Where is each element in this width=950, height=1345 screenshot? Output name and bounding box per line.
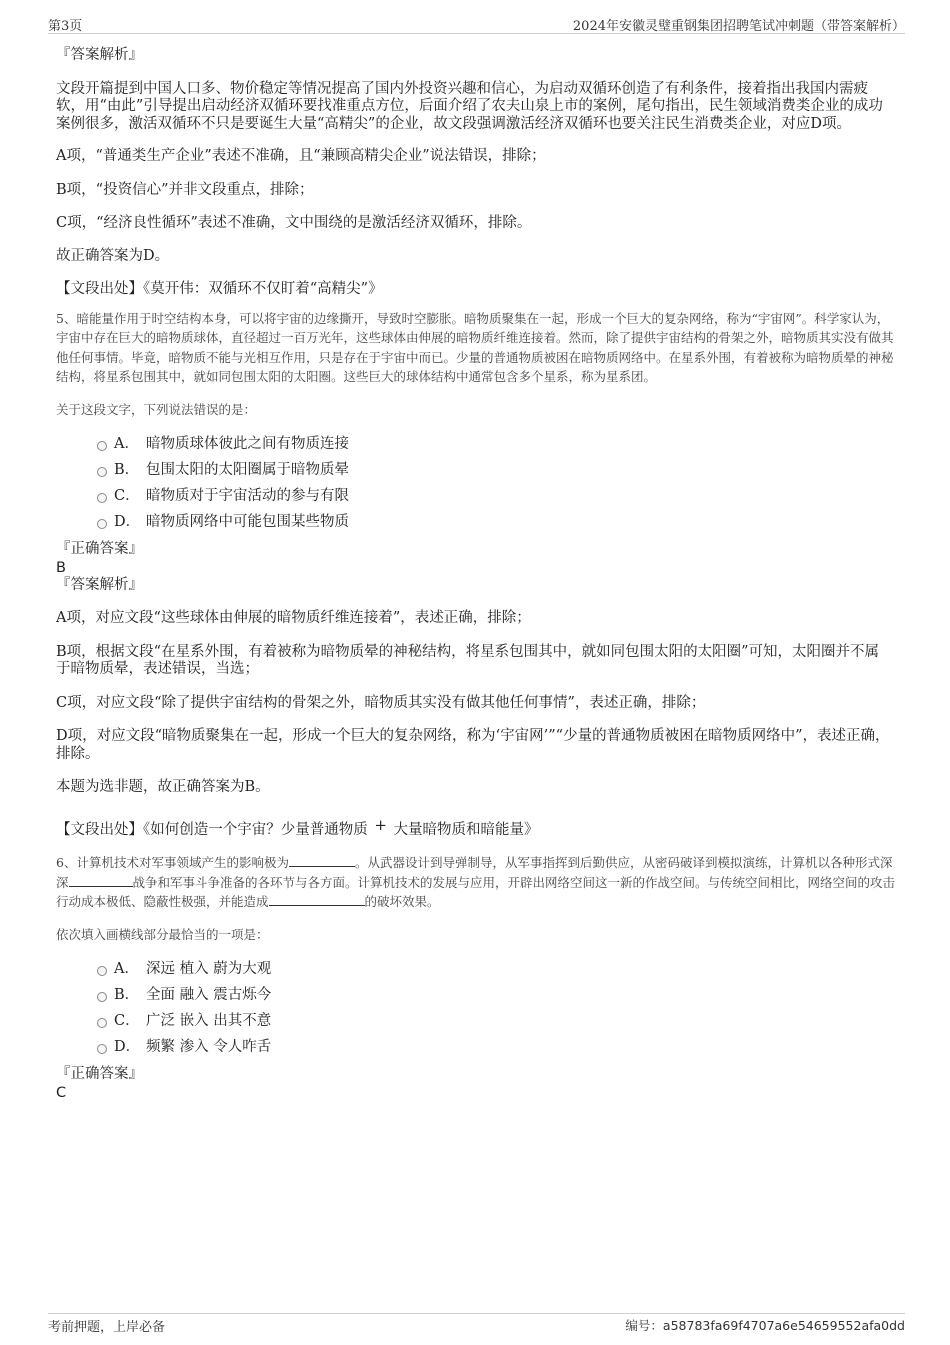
q5-stem: 5、暗能量作用于时空结构本身，可以将宇宙的边缘撕开，导致时空膨胀。暗物质聚集在一起，形成一个巨大的复杂网络，称为“宇宙网”。科学家认为，宇宙中存在巨大的暗物质球体，直径超过一百万光年，这些球体由伸展的暗物质纤维连接着。然而，除了提供宇宙结构的骨架之外，暗物质其实没有做其他任何事情。毕竟，暗物质不能与光相互作用，只是存在于宇宙中而已。少量的普通物质被困在暗物质网络中。在星系外围，有着被称为暗物质晕的神秘结构，将星系包围其中，就如同包围太阳的太阳圈。这些巨大的球体结构中通常包含多个星系，称为星系团。 [56, 310, 894, 384]
q6-answer: C [56, 1084, 67, 1101]
q5-answer: B [56, 559, 66, 576]
q5-analysis-label: 『答案解析』 [56, 576, 143, 593]
option-text: 广泛 嵌入 出其不意 [146, 1013, 272, 1029]
q6-option-a[interactable]: A． 深远 植入 蔚为大观 [56, 956, 898, 982]
page-header [48, 15, 905, 34]
radio-button[interactable] [97, 467, 107, 477]
q4-analysis-c: C项，“经济良性循环”表述不准确，文中围绕的是激活经济双循环，排除。 [56, 215, 532, 231]
page-footer [48, 1313, 905, 1335]
page-number: 第3页 [48, 19, 83, 34]
q6-option-d[interactable]: D． 频繁 渗入 令人咋舌 [56, 1034, 898, 1060]
q6-stem-part1: 6、计算机技术对军事领域产生的影响极为 [56, 855, 289, 870]
fill-blank-2 [69, 874, 133, 887]
q5-analysis-d: D项，对应文段“暗物质聚集在一起，形成一个巨大的复杂网络，称为‘宇宙网’”“少量的普通物质被困在暗物质网络中”，表述正确，排除。 [56, 728, 890, 762]
footer-slogan: 考前押题，上岸必备 [48, 1320, 166, 1335]
q5-option-c[interactable]: C． 暗物质对于宇宙活动的参与有限 [56, 483, 898, 509]
q6-question: 依次填入画横线部分最恰当的一项是： [56, 926, 269, 942]
radio-button[interactable] [97, 992, 107, 1002]
radio-button[interactable] [97, 441, 107, 451]
plus-sign: + [374, 815, 387, 834]
option-text: 暗物质网络中可能包围某些物质 [146, 514, 349, 530]
radio-button[interactable] [97, 1044, 107, 1054]
option-text: 频繁 渗入 令人咋舌 [146, 1039, 272, 1055]
option-text: 暗物质对于宇宙活动的参与有限 [146, 488, 349, 504]
q5-analysis-c: C项，对应文段“除了提供宇宙结构的骨架之外，暗物质其实没有做其他任何事情”，表述正确，排除； [56, 694, 706, 711]
q5-option-b[interactable]: B． 包围太阳的太阳圈属于暗物质晕 [56, 457, 898, 483]
q6-options [56, 956, 898, 1060]
document-title: 2024年安徽灵璧重钢集团招聘笔试冲刺题（带答案解析） [572, 19, 905, 34]
q4-analysis-b: B项，“投资信心”并非文段重点，排除； [56, 181, 314, 198]
q6-option-c[interactable]: C． 广泛 嵌入 出其不意 [56, 1008, 898, 1034]
radio-button[interactable] [97, 1018, 107, 1028]
option-text: 包围太阳的太阳圈属于暗物质晕 [146, 462, 349, 478]
option-text: 全面 融入 震古烁今 [146, 987, 272, 1003]
document-body [56, 46, 898, 1101]
q4-analysis-label: 『答案解析』 [56, 47, 143, 63]
fill-blank-1 [289, 854, 355, 867]
option-text: 暗物质球体彼此之间有物质连接 [146, 436, 349, 452]
q5-option-a[interactable]: A． 暗物质球体彼此之间有物质连接 [56, 431, 898, 457]
q5-option-d[interactable]: D． 暗物质网络中可能包围某些物质 [56, 509, 898, 535]
q6-option-b[interactable]: B． 全面 融入 震古烁今 [56, 982, 898, 1008]
q6-answer-label: 『正确答案』 [56, 1066, 143, 1082]
q6-stem-part2: 。从武器设计到导弹制导，从军事指挥到后勤供应，从密码破译到模拟演练，计算机以各种形式深深 [56, 855, 893, 890]
option-text: 深远 植入 蔚为大观 [146, 961, 272, 977]
q5-analysis-b: B项，根据文段“在星系外围，有着被称为暗物质晕的神秘结构，将星系包围其中，就如同包围太阳的太阳圈”可知，太阳圈并不属于暗物质晕，表述错误，当选； [56, 643, 879, 677]
q5-question: 关于这段文字，下列说法错误的是： [56, 401, 257, 417]
q5-conclusion: 本题为选非题，故正确答案为B。 [56, 779, 270, 795]
document-code: 编号：a58783fa69f4707a6e54659552afa0dd [625, 1318, 905, 1333]
q5-options [56, 431, 898, 535]
q6-stem-part4: 的破坏效果。 [364, 894, 440, 909]
q4-conclusion: 故正确答案为D。 [56, 247, 170, 264]
q6-stem-part3: 战争和军事斗争准备的各环节与各方面。计算机技术的发展与应用，开辟出网络空间这一新的作战空间。与传统空间相比，网络空间的攻击行动成本极低、隐蔽性极强，并能造成 [56, 874, 896, 909]
q5-source [56, 817, 898, 840]
radio-button[interactable] [97, 966, 107, 976]
q4-analysis-a: A项，“普通类生产企业”表述不准确，且“兼顾高精尖企业”说法错误，排除； [56, 148, 546, 164]
q6-stem [56, 853, 898, 912]
q5-source-part2: 大量暗物质和暗能量》 [393, 821, 539, 838]
q5-answer-label: 『正确答案』 [56, 541, 143, 557]
q4-analysis-text: 文段开篇提到中国人口多、物价稳定等情况提高了国内外投资兴趣和信心，为启动双循环创造了有利条件，接着指出我国内需疲软，用“由此”引导提出启动经济双循环要找准重点方位，后面介绍了农夫山泉上市的案例，尾句指出，民生领域消费类企业的成功案例很多，激活双循环不只是要诞生大量“高精尖”的企业，故文段强调激活经济双循环也要关注民生消费类企业，对应D项。 [56, 80, 883, 132]
q5-source-part1: 【文段出处】《如何创造一个宇宙？少量普通物质 [56, 821, 368, 838]
radio-button[interactable] [97, 493, 107, 503]
radio-button[interactable] [97, 519, 107, 529]
q4-source: 【文段出处】《莫开伟：双循环不仅盯着“高精尖”》 [56, 281, 383, 297]
q5-analysis-a: A项，对应文段“这些球体由伸展的暗物质纤维连接着”，表述正确，排除； [56, 610, 531, 626]
fill-blank-3 [269, 893, 365, 906]
